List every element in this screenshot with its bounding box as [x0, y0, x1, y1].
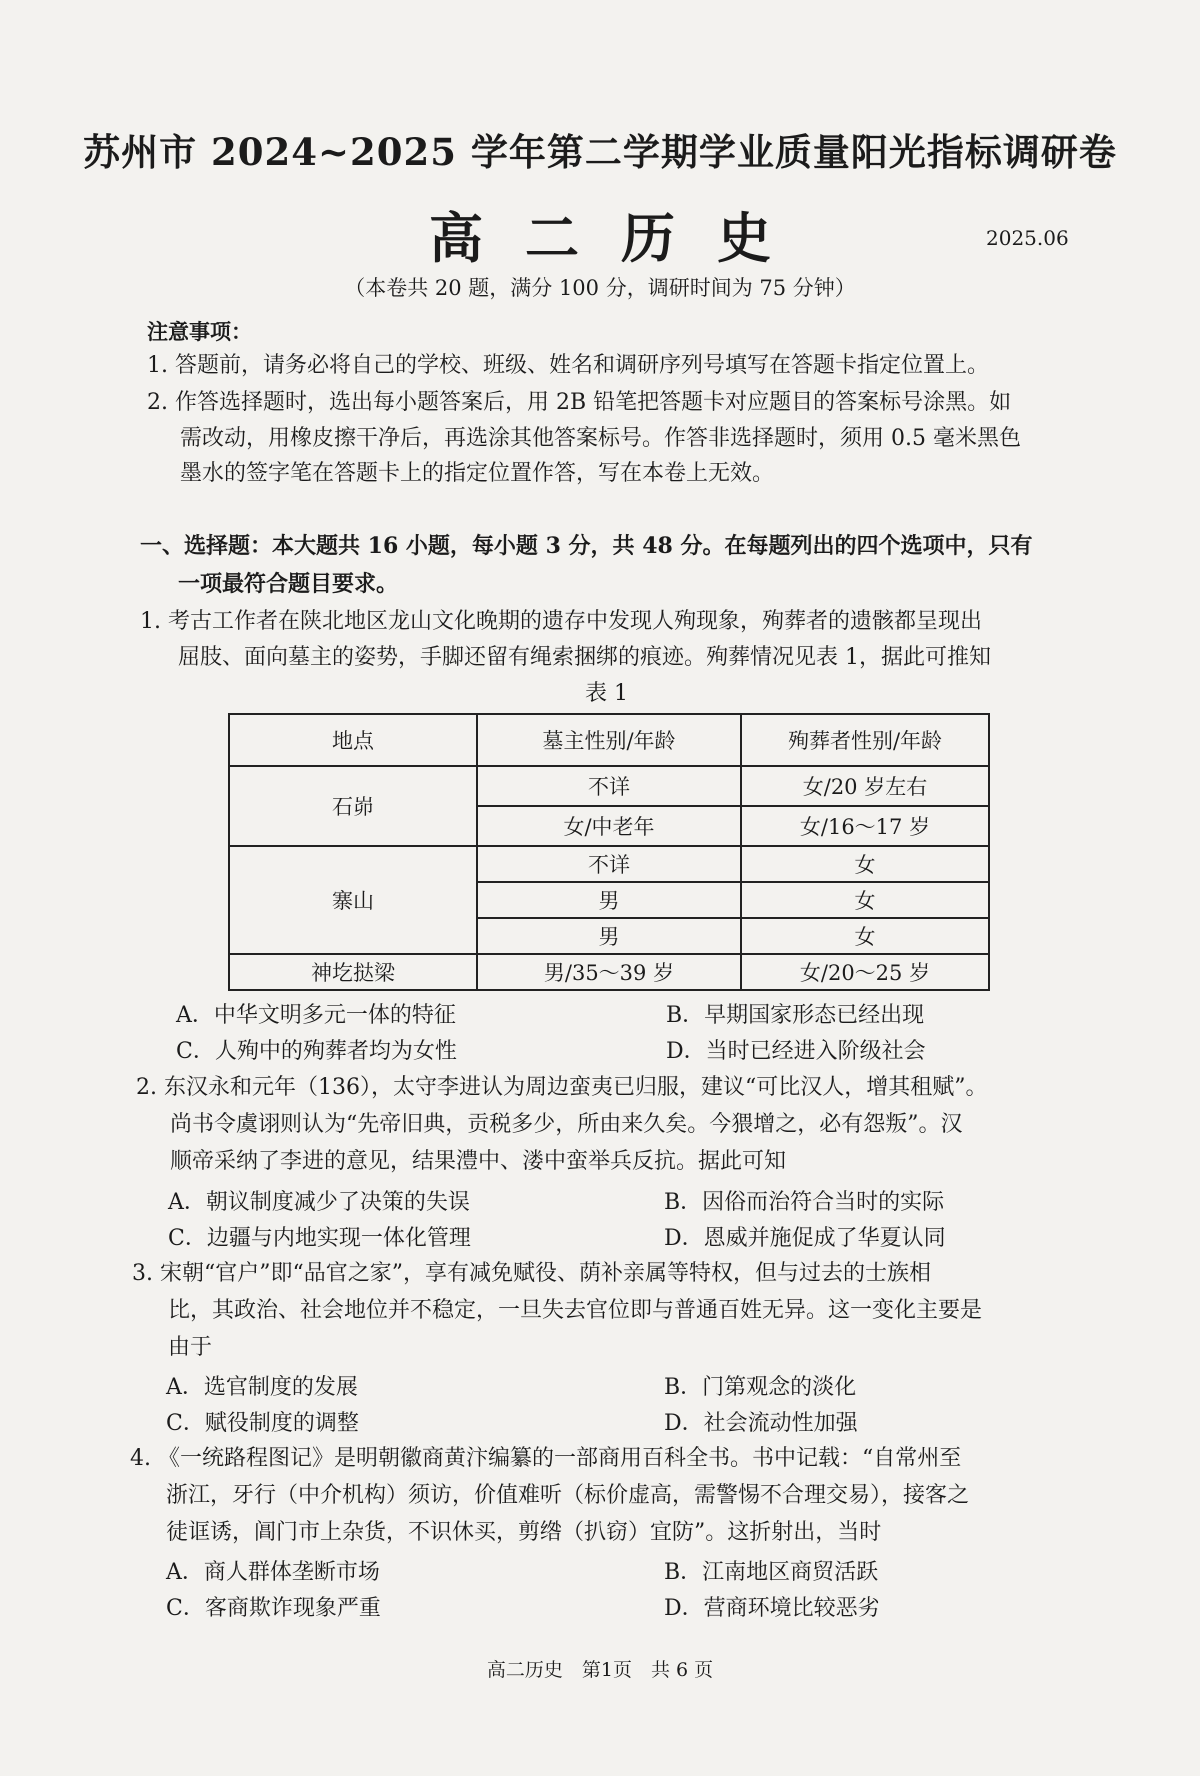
q2-option-a: A．朝议制度减少了决策的失误 [168, 1190, 470, 1215]
question-1-line-1: 1. 考古工作者在陕北地区龙山文化晚期的遗存中发现人殉现象，殉葬者的遗骸都呈现出 [140, 609, 982, 634]
table-cell: 女 [741, 918, 989, 954]
question-4-line-2: 浙江，牙行（中介机构）须访，价值难听（标价虚高，需警惕不合理交易），接客之 [166, 1483, 970, 1508]
table-cell: 男 [477, 918, 741, 954]
q3-option-d: D．社会流动性加强 [664, 1411, 858, 1436]
exam-title: 苏州市 2024~2025 学年第二学期学业质量阳光指标调研卷 [83, 130, 1117, 174]
table-cell: 石峁 [229, 766, 477, 846]
table-cell: 男 [477, 882, 741, 918]
q4-option-d: D．营商环境比较恶劣 [664, 1596, 880, 1621]
table-cell: 不详 [477, 766, 741, 806]
notice-item-2-line-3: 墨水的签字笔在答题卡上的指定位置作答，写在本卷上无效。 [180, 461, 775, 486]
q3-option-b: B．门第观念的淡化 [664, 1375, 857, 1400]
q4-option-a: A．商人群体垄断市场 [166, 1560, 380, 1585]
table-cell: 女/16～17 岁 [741, 806, 989, 846]
question-3-line-2: 比，其政治、社会地位并不稳定，一旦失去官位即与普通百姓无异。这一变化主要是 [168, 1298, 983, 1323]
table-cell: 女/中老年 [477, 806, 741, 846]
table-cell: 不详 [477, 846, 741, 882]
question-2-line-2: 尚书令虞诩则认为“先帝旧典，贡税多少，所由来久矣。今猥增之，必有怨叛”。汉 [170, 1112, 963, 1137]
table-cell: 神圪挞梁 [229, 954, 477, 990]
q2-option-b: B．因俗而治符合当时的实际 [664, 1190, 945, 1215]
table-cell: 男/35～39 岁 [477, 954, 741, 990]
q4-option-b: B．江南地区商贸活跃 [664, 1560, 879, 1585]
section-1-heading-line-2: 一项最符合题目要求。 [178, 571, 399, 597]
q1-option-a: A．中华文明多元一体的特征 [176, 1003, 456, 1028]
question-2-line-1: 2. 东汉永和元年（136），太守李进认为周边蛮夷已归服，建议“可比汉人，增其租赋”。 [136, 1075, 988, 1100]
q3-option-c: C．赋役制度的调整 [166, 1411, 359, 1436]
notice-item-2-line-2: 需改动，用橡皮擦干净后，再选涂其他答案标号。作答非选择题时，须用 0.5 毫米黑色 [180, 426, 1021, 451]
page-footer: 高二历史 第1页 共 6 页 [486, 1659, 714, 1681]
q2-option-c: C．边疆与内地实现一体化管理 [168, 1226, 471, 1251]
q1-option-c: C．人殉中的殉葬者均为女性 [176, 1039, 457, 1064]
q1-option-b: B．早期国家形态已经出现 [666, 1003, 925, 1028]
question-3-line-3: 由于 [168, 1335, 213, 1360]
table-cell: 女/20 岁左右 [741, 766, 989, 806]
notice-heading: 注意事项： [147, 319, 252, 344]
table-header-victim: 殉葬者性别/年龄 [741, 714, 989, 766]
q4-option-c: C．客商欺诈现象严重 [166, 1596, 381, 1621]
notice-item-2-line-1: 2. 作答选择题时，选出每小题答案后，用 2B 铅笔把答题卡对应题目的答案标号涂黑。如 [147, 390, 1012, 415]
question-1-line-2: 屈肢、面向墓主的姿势，手脚还留有绳索捆绑的痕迹。殉葬情况见表 1，据此可推知 [178, 645, 991, 670]
question-4-line-3: 徒诓诱，阊门市上杂货，不识休买，剪绺（扒窃）宜防”。这折射出，当时 [166, 1520, 882, 1545]
table-1 [228, 713, 990, 991]
q2-option-d: D．恩威并施促成了华夏认同 [664, 1226, 946, 1251]
section-1-heading: 一、选择题：本大题共 16 小题，每小题 3 分，共 48 分。在每题列出的四个选项中，只有 [140, 533, 1033, 559]
notice-item-1: 1. 答题前，请务必将自己的学校、班级、姓名和调研序列号填写在答题卡指定位置上。 [147, 353, 989, 378]
question-4-line-1: 4. 《一统路程图记》是明朝徽商黄汴编纂的一部商用百科全书。书中记载：“自常州至 [130, 1446, 962, 1471]
subject-title: 高二历史 [429, 206, 813, 270]
exam-date: 2025.06 [986, 226, 1069, 250]
table-cell: 女 [741, 882, 989, 918]
table-header-location: 地点 [229, 714, 477, 766]
q1-option-d: D．当时已经进入阶级社会 [666, 1039, 926, 1064]
q3-option-a: A．选官制度的发展 [166, 1375, 358, 1400]
table-header-owner: 墓主性别/年龄 [477, 714, 741, 766]
table-cell: 寨山 [229, 846, 477, 954]
question-2-line-3: 顺帝采纳了李进的意见，结果澧中、溇中蛮举兵反抗。据此可知 [170, 1149, 787, 1174]
table-cell: 女 [741, 846, 989, 882]
question-3-line-1: 3. 宋朝“官户”即“品官之家”，享有减免赋役、荫补亲属等特权，但与过去的士族相 [132, 1261, 931, 1286]
table-cell: 女/20～25 岁 [741, 954, 989, 990]
table-1-caption: 表 1 [585, 681, 628, 706]
exam-scope: （本卷共 20 题，满分 100 分，调研时间为 75 分钟） [344, 276, 856, 300]
